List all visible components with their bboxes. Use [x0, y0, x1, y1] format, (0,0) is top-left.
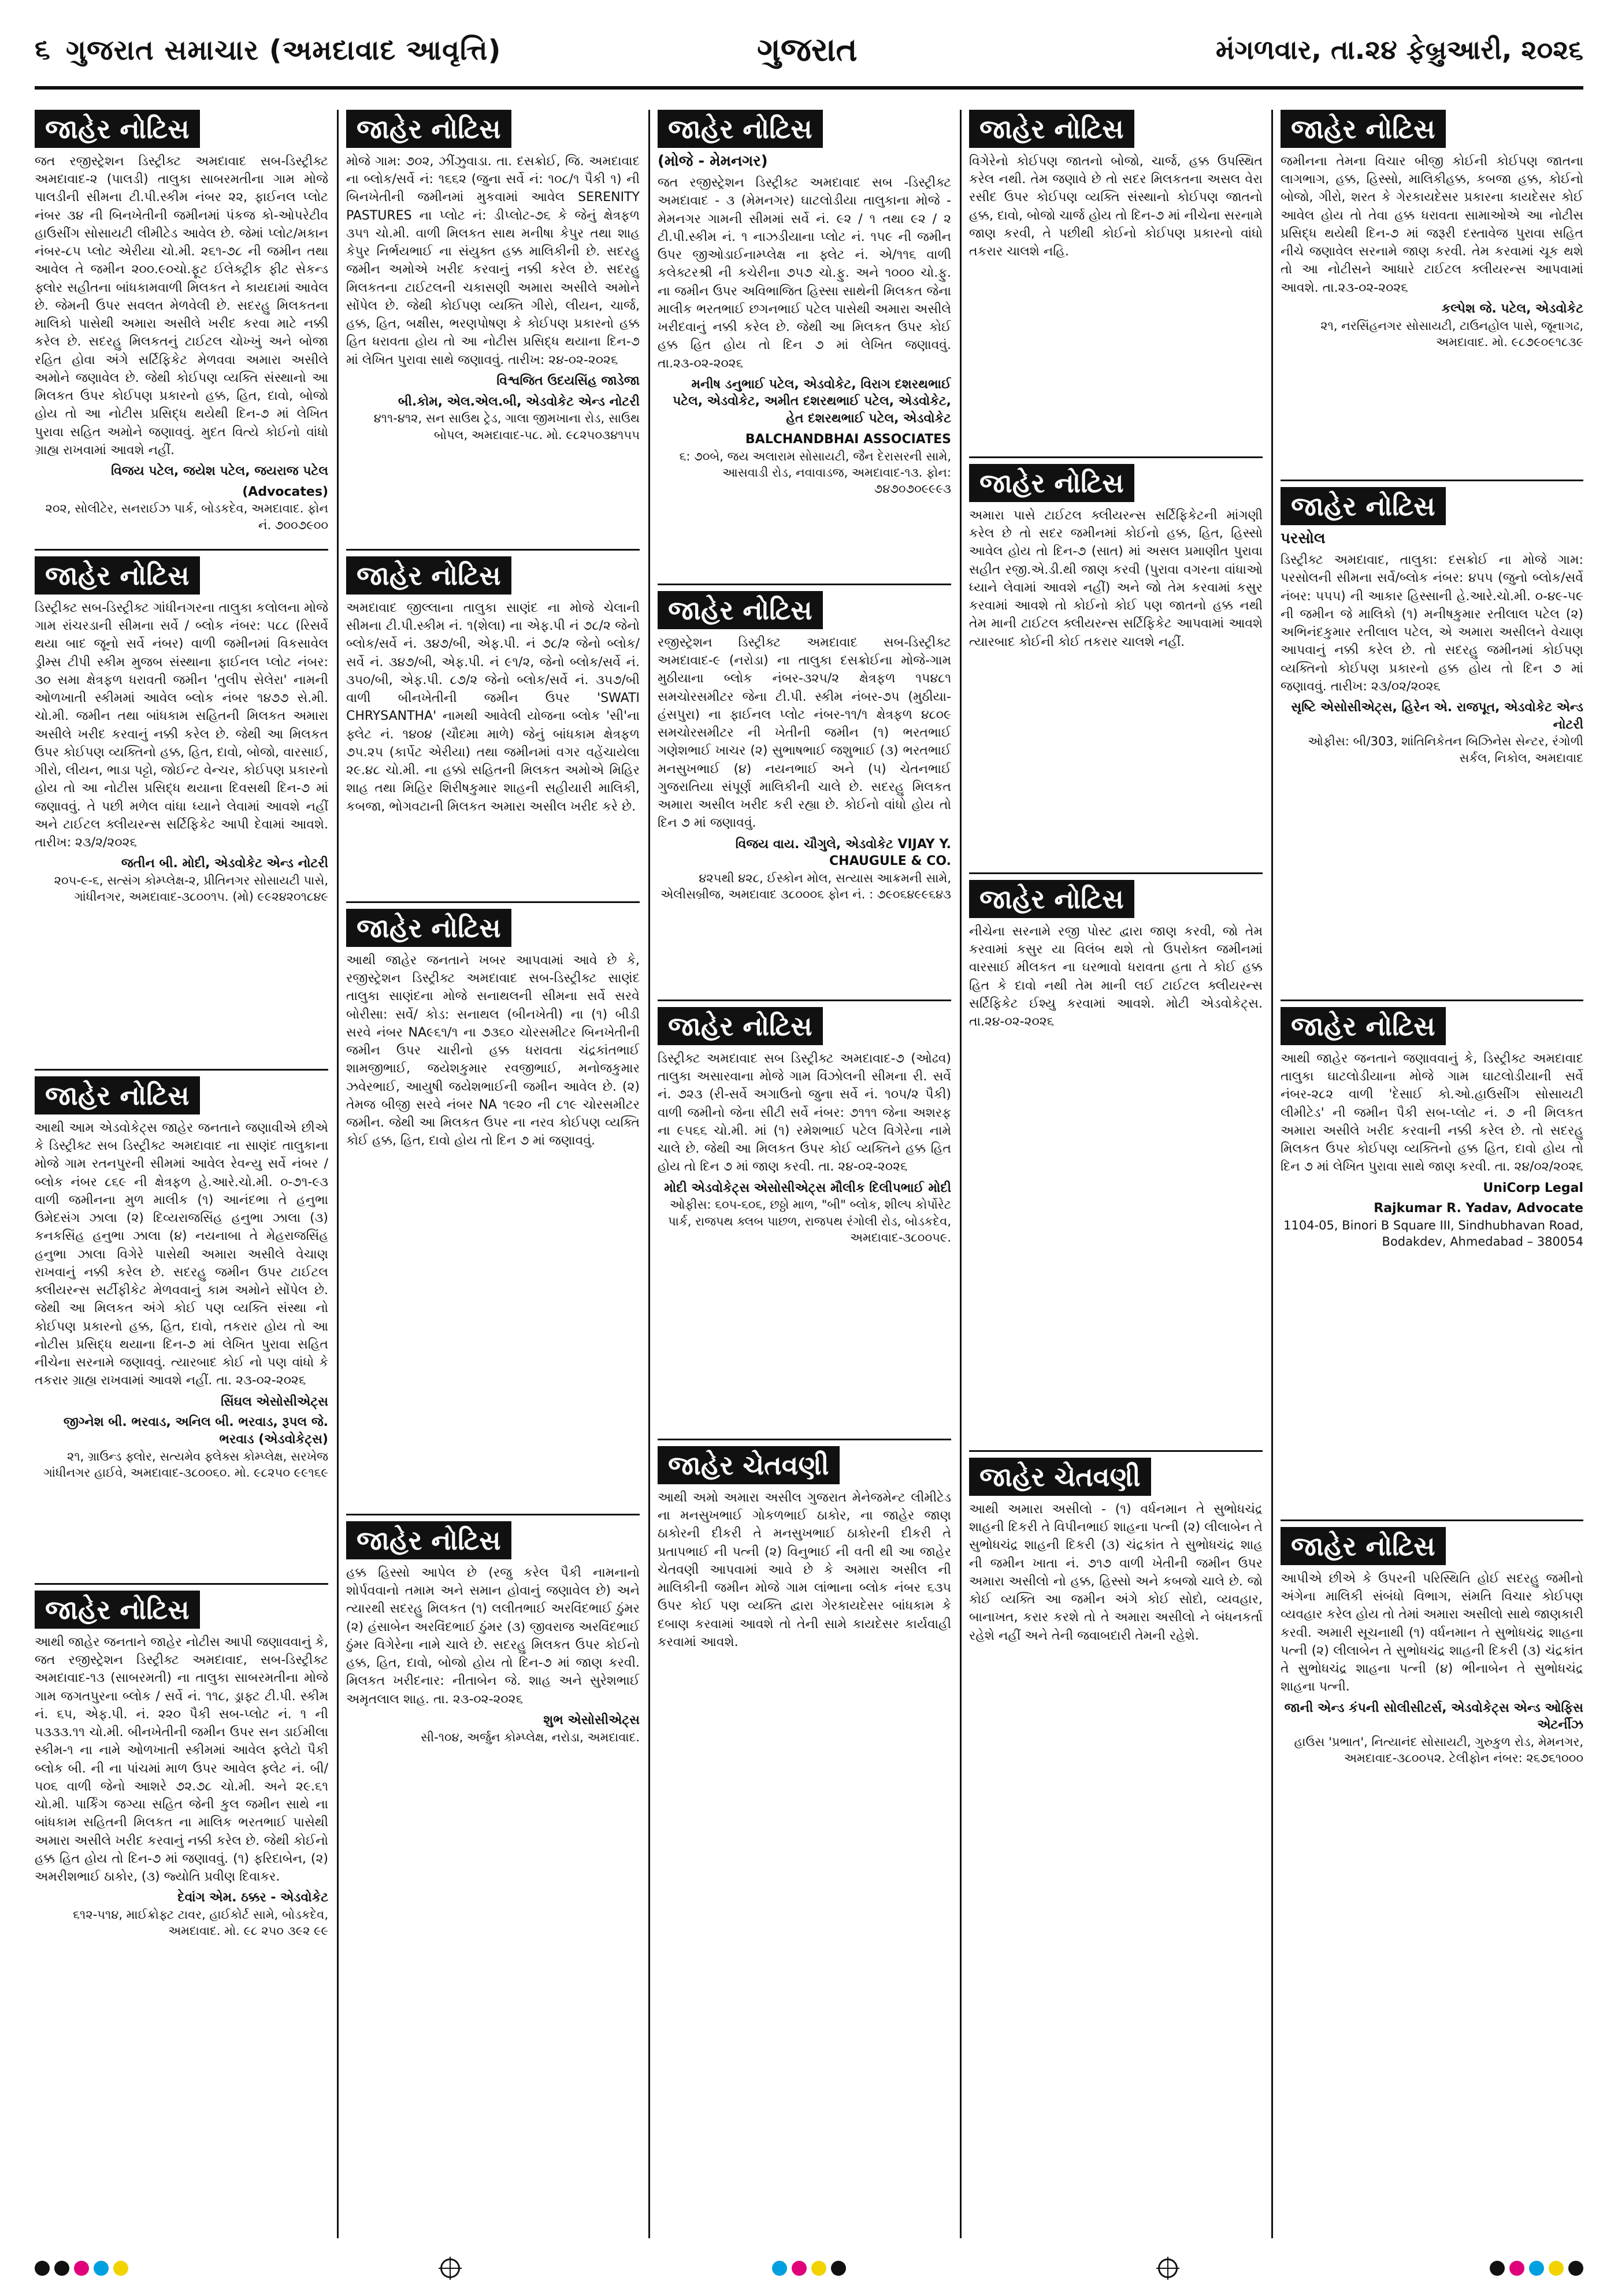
notice-heading: જાહેર નોટિસ	[346, 556, 511, 595]
notice-address: ૨૦૨, સોલીટેર, સનરાઈઝ પાર્ક, બોડકદેવ, અમદાવાદ. ફોન નં. ૭૦૦૭૯૦૦	[45, 501, 328, 532]
notice-body: જમીનના તેમના વિચાર બીજી કોઈની કોઈપણ જાતના લાગભાગ, હક્ક, હિસ્સો, માલિકીહક્ક, કબજા હક્ક, કોઈનો બોજો, ગીરો, શરત કે ગેરકાયદેસર પ્રકારના કાયદેસર કોઈ આવેલ હોય તો તેવા હક્ક ધરાવતા સામાઓએ આ નોટીસ પ્રસિદ્ધ થયેથી દિન-૭ માં જરૂરી દસ્તાવેજ પુરાવા સહિત નીચે જણાવેલ સરનામે જાણ કરવી. તેમ કરવામાં ચૂક થશે તો આ નોટીસને આધારે ટાઈટલ ક્લીયરન્સ આપવામાં આવશે. તા.૨૩-૦૨-૨૦૨૬	[1281, 154, 1583, 295]
magenta-dot-icon	[1509, 2261, 1524, 2276]
public-notice	[1281, 1000, 1583, 1519]
column-2	[346, 110, 640, 2238]
notice-address: સી-૧૦૪, અર્જુન કોમ્પ્લેક્ષ, નરોડા, અમદાવાદ.	[421, 1730, 640, 1744]
public-notice	[35, 1583, 328, 2219]
public-notice	[1281, 1519, 1583, 2213]
black-dot-icon	[35, 2261, 50, 2276]
public-notice	[346, 901, 640, 1514]
column-3	[658, 110, 951, 2238]
notice-body: નીચેના સરનામે રજી પોસ્ટ દ્વારા જાણ કરવી, જો તેમ કરવામાં કસુર યા વિલંબ થશે તો ઉપરોક્ત જમીનમાં વારસાઈ મીલકત ના ઘરભાવો ધરાવતા હતા તે કોઈ હક્ક હિત કે દાવો નથી તેમ માની લઈ ટાઈટલ ક્લીયરન્સ સર્ટિફિકેટ ઈશ્યુ કરવામાં આવશે. મોટી એડવોકેટ્સ. તા.૨૪-૦૨-૨૦૨૬	[969, 924, 1263, 1030]
notice-signatory: શુભ એસોસીએટ્સ	[543, 1712, 640, 1727]
notice-body: આથી જાહેર જનતાને જણાવવાનું કે, ડિસ્ટ્રીક્ટ અમદાવાદ તાલુકા ઘાટલોડીયાના મોજે ગામ ઘાટલોડીયાની સર્વે નંબર-૨૮૨ વાળી 'દેસાઈ કો.ઓ.હાઉસીંગ સોસાયટી લીમીટેડ' ની જમીન પૈકી સબ-પ્લોટ નં. ૭ ની મિલકત અમારા અસીલે ખરીદ કરવાની નક્કી કરેલ છે. તો સદરહુ મિલકત ઉપર કોઈપણ વ્યક્તિનો હક્ક હિત, દાવો હોય તો દિન ૭ માં લેખિત પુરાવા સાથે જાણ કરવી. તા. ૨૪/૦૨/૨૦૨૬	[1281, 1052, 1583, 1175]
black-dot-icon	[54, 2261, 69, 2276]
public-notice	[346, 549, 640, 901]
notice-heading: જાહેર નોટિસ	[35, 110, 200, 148]
black-dot-icon	[831, 2261, 846, 2276]
notice-signatory: કલ્પેશ જે. પટેલ, એડવોકેટ	[1441, 301, 1583, 316]
notice-subheading: (મોજે - મેમનગર)	[658, 153, 768, 170]
yellow-dot-icon	[113, 2261, 128, 2276]
notice-signatory: સૃષ્ટિ એસોસીએટ્સ, હિરેન એ. રાજપૂત, એડવોકેટ એન્ડ નોટરી	[1291, 700, 1583, 732]
notice-address: ઓફીસ: બી/303, શાંતિનિકેતન બિઝિનેસ સેન્ટર, રંગોળી સર્કલ, નિકોલ, અમદાવાદ	[1308, 734, 1583, 765]
notice-address: ૨૦૫-૯-૬, સત્સંગ કોમ્પ્લેક્ષ-૨, પ્રીતિનગર સોસાયટી પાસે, ગાંધીનગર, અમદાવાદ-૩૮૦૦૧૫. (મો) ૯૯૨૪૨૦૧૮૪૯	[54, 873, 328, 904]
notice-heading: જાહેર નોટિસ	[35, 1591, 200, 1629]
page-masthead	[35, 20, 1583, 90]
public-notice	[969, 872, 1263, 1450]
notice-signatory: મોદી એડવોકેટ્સ એસોસીએટ્સ મૌલીક દિલીપભાઈ મોદી	[664, 1180, 951, 1195]
black-dot-icon	[1490, 2261, 1505, 2276]
notice-signatory: દેવાંગ એમ. ઠક્કર - એડવોકેટ	[177, 1890, 328, 1905]
yellow-dot-icon	[1549, 2261, 1564, 2276]
section-title: ગુજરાત	[757, 31, 858, 69]
notice-heading: જાહેર નોટિસ	[1281, 110, 1446, 148]
notice-address: ૬: ૭૦બે, જય અલારામ સોસાયટી, જૈન દેરાસરની સામે, આસવાડી રોડ, નવાવાડજ, અમદાવાદ-૧૩. ફોન: ૭૪૭૦૭૦૯૯૯૩	[679, 449, 951, 496]
notice-heading: જાહેર નોટિસ	[1281, 487, 1446, 525]
notice-body: ડિસ્ટ્રીક્ટ સબ-ડિસ્ટ્રીક્ટ ગાંધીનગરના તાલુકા કલોલના મોજે ગામ રાંચરડાની સીમના સર્વે / બ્લોક નંબર: ૫૮૮ (રિસર્વે થયા બાદ જૂનો સર્વે નંબર) વાળી જમીનમાં વિકસાવેલ ડ્રીમ્સ ટીપી સ્કીમ મુજબ સંસ્થાના ફાઈનલ પ્લોટ નંબર: ૩૦ સમા ક્ષેત્રફળ ધરાવતી જમીન 'તુલીપ સેલેરા' નામની ઓળખાતી સ્કીમમાં આવેલ બ્લોક નંબર ૧૪૭૭ સે.મી. ચો.મી. જમીન તથા બાંધકામ સહિતની મિલકત અમારા અસીલે ખરીદ કરવાનું નક્કી કરેલ છે. જેથી આ મિલકત ઉપર કોઈપણ વ્યક્તિનો હક્ક, હિત, દાવો, બોજો, વારસાઈ, ગીરો, લીયન, ભાડા પટ્ટો, જોઈન્ટ વેન્ચર, કોઈપણ પ્રકારનો હોય તો આ નોટીસ પ્રસિદ્ધ થયાના દિવસથી દિન-૭ માં જણાવવું. તે પછી મળેલ વાંધા ધ્યાને લેવામાં આવશે નહીં અને ટાઈટલ ક્લીયરન્સ સર્ટિફિકેટ આપી દેવામાં આવશે. તારીખ: ૨૩/૨/૨૦૨૬	[35, 601, 328, 850]
public-notice	[346, 1514, 640, 2219]
notice-signatory-role: BALCHANDBHAI ASSOCIATES	[745, 432, 951, 447]
notice-heading: જાહેર નોટિસ	[35, 1076, 200, 1114]
notice-signatory-role: બી.કોમ, એલ.એલ.બી, એડવોકેટ એન્ડ નોટરી	[398, 394, 640, 409]
notice-signatory: સિંઘલ એસોસીએટ્સ	[221, 1394, 328, 1409]
color-dots-left	[35, 2261, 128, 2276]
notice-body: રજીસ્ટ્રેશન ડિસ્ટ્રીક્ટ અમદાવાદ સબ-ડિસ્ટ્રીક્ટ અમદાવાદ-૯ (નરોડા) ના તાલુકા દસક્રોઈના મોજે-ગામ મુઠીયાના બ્લોક નંબર-૩૨૫/૨ ક્ષેત્રફળ ૧૫૪૮૧ સમચોરસમીટર જેના ટી.પી. સ્કીમ નંબર-૭૫ (મુઠીયા-હંસપુરા) ના ફાઈનલ પ્લોટ નંબર-૧૧/૧ ક્ષેત્રફળ ૪૮૦૯ સમચોરસમીટર ની ખેતીની જમીન (૧) ભરતભાઈ ગણેશભાઈ ખાચર (૨) સુભાષભાઈ જશુભાઈ (૩) ભરતભાઈ મનસુખભાઈ (૪) નયનભાઈ અને (૫) ચેતનભાઈ ગુજરાતિયા સંપૂર્ણ માલિકીની ચાલે છે. સદરહુ મિલકત અમારા અસીલ ખરીદ કરી રહ્યા છે. કોઈનો વાંધો હોય તો દિન ૭ માં જણાવવું.	[658, 636, 951, 831]
notice-heading: જાહેર નોટિસ	[346, 110, 511, 148]
notice-heading: જાહેર નોટિસ	[658, 591, 823, 629]
cyan-dot-icon	[94, 2261, 109, 2276]
registration-mark-icon	[440, 2258, 460, 2278]
column-5	[1281, 110, 1583, 2238]
notice-body: ડિસ્ટ્રીક્ટ અમદાવાદ, તાલુકા: દસક્રોઈ ના મોજે ગામ: પરસોલની સીમના સર્વે/બ્લોક નંબર: ૪૫૫ (જુનો બ્લોક/સર્વે નંબર: ૫૫૫) ની આકાર હિસ્સાની હે.આરે.ચો.મી. ૦-૪૯-૫૯ ની જમીન જે માલિકો (૧) મનીષકુમાર રતીલાલ પટેલ (૨) અભિનંદકુમાર રતીલાલ પટેલ, એ અમારા અસીલને વેચાણ આપવાનું નક્કી કરેલ છે. તો સદરહુ જમીનમાં કોઈપણ વ્યક્તિનો કોઈપણ પ્રકારનો હક્ક હોય તો દિન ૭ માં જણાવવું. તારીખ: ૨૩/૦૨/૨૦૨૬	[1281, 553, 1583, 694]
notice-signatory: જાની એન્ડ કંપની સોલીસીટર્સ, એડવોકેટ્સ એન્ડ ઓફિસ એટર્નીઝ	[1284, 1700, 1583, 1733]
notice-body: ડિસ્ટ્રીક્ટ અમદાવાદ સબ ડિસ્ટ્રીક્ટ અમદાવાદ-૭ (ઓઢવ) તાલુકા અસારવાના મોજે ગામ વિંઝોલની સીમના રી. સર્વે નં. ૭૨૩ (રી-સર્વે અગાઉનો જુના સર્વે નં. ૧૦૫/૨ પૈકી) વાળી જમીનો જેના સીટી સર્વે નંબર: ૭૧૧૧ જેના અશરફ ના ૯૫૬૬ ચો.મી. માં (૧) રમેશભાઈ પટેલ વિગેરેના નામે ચાલે છે. જેથી આ મિલકત ઉપર કોઈ વ્યક્તિને હક્ક હિત હોય તો દિન ૭ માં જાણ કરવી. તા. ૨૪-૦૨-૨૦૨૬	[658, 1052, 951, 1175]
magenta-dot-icon	[792, 2261, 807, 2276]
public-notice	[35, 549, 328, 1069]
notice-heading: જાહેર નોટિસ	[1281, 1007, 1446, 1045]
public-notice	[35, 1069, 328, 1583]
color-dots-center	[772, 2261, 846, 2276]
notice-address: ૪૨૫થી ૪૨૮, ઈસ્કોન મોલ, સત્યાસ આક્રમની સામે, એલીસબ્રીજ, અમદાવાદ ૩૮૦૦૦૬ ફોન નં. : ૭૯૦૬૪૯૯૬૪૩	[660, 871, 951, 902]
notice-subheading: પરસોલ	[1281, 530, 1326, 547]
cyan-dot-icon	[772, 2261, 787, 2276]
notice-address: હાઉસ 'પ્રભાત', નિત્યાનંદ સોસાયટી, ગુરુકુળ રોડ, મેમનગર, અમદાવાદ-૩૮૦૦૫૨. ટેલીફોન નંબર: ૨૬૭૬૧૦૦૦	[1294, 1735, 1583, 1766]
notice-heading: જાહેર નોટિસ	[658, 110, 823, 148]
notice-body: જત રજીસ્ટ્રેશન ડિસ્ટ્રીક્ટ અમદાવાદ સબ-ડિસ્ટ્રીક્ટ અમદાવાદ-૨ (પાલડી) તાલુકા સાબરમતીના ગામ મોજે પાલડીની સીમના ટી.પી.સ્કીમ નંબર ૨૨, ફાઈનલ પ્લોટ નંબર ૩૪ ની બિનખેતીની જમીનમાં પંકજ કો-ઓપરેટીવ હાઉસીંગ સોસાયટી લીમીટેડ આવેલ છે. જેમાં પ્લોટ/મકાન નંબર-૮૫ પ્લોટ એરીયા ચો.મી. ૨૬૧-૭૮ ની જમીન તથા આવેલ તે જમીન ૨૦૦.૯૦ચો.ફૂટ ઈલેક્ટ્રીક ફીટ સેકન્ડ ફ્લોર સહીતના બાંધકામવાળી મિલકત ને કાયદામાં આવેલ છે. જેમની ઉપર સવલત મેળવેલી છે. સદરહુ મિલકતના માલિકો પાસેથી અમારા અસીલે ખરીદ કરવા માટે નક્કી કરેલ છે. સદરહુ મિલકતનું ટાઈટલ ચોખ્ખું અને બોજા રહિત હોવા અંગે સર્ટિફિકેટ મેળવવા અમારા અસીલે અમોને જણાવેલ છે. જેથી કોઈપણ વ્યક્તિ સંસ્થાનો આ મિલકત ઉપર કોઈપણ પ્રકારનો હક્ક, હિત, દાવો, બોજો હોય તો આ નોટીસ પ્રસિદ્ધ થયેથી દિન-૭ માં લેખિત પુરાવા સહિત અમોને જણાવવું. મુદત વિત્યે કોઈનો વાંધો ગ્રાહ્ય રાખવામાં આવશે નહીં.	[35, 154, 328, 458]
notice-signatory: UniCorp Legal	[1483, 1180, 1583, 1195]
column-4	[969, 110, 1263, 2238]
notice-heading: જાહેર ચેતવણી	[658, 1446, 840, 1484]
notice-body: આથી જાહેર જનતાને ખબર આપવામાં આવે છે કે, રજીસ્ટ્રેશન ડિસ્ટ્રીક્ટ અમદાવાદ સબ-ડિસ્ટ્રીક્ટ સાણંદ તાલુકા સાણંદના મોજે સનાથલની સીમના સર્વે સરવે બોરીસા: સર્વે/ કોડ: સનાથલ (બીનખેતી) ના (૧) બીડી સરવે નંબર NA૯૬૧/૧ ના ૭૩૬૦ ચોરસમીટર બિનખેતીની જમીન ઉપર ચારીનો હક્ક ધરાવતા ચંદ્રકાંતભાઈ શામજીભાઈ, જયેશકુમાર રવજીભાઈ, મનોજકુમાર ઝવેરભાઈ, આયુષી જયેશભાઈની જમીન આવેલ છે. (૨) તેમજ બીજી સરવે નંબર NA ૧૯૨૦ ની ૮૧૯ ચોરસમીટર જમીન. જેથી આ મિલકત ઉપર ના નરવ કોઈપણ વ્યક્તિ કોઈ હક્ક, હિત, દાવો હોય તો દિન ૭ માં જણાવવું.	[346, 953, 640, 1149]
notice-address: ૨૧, ગ્રાઉન્ડ ફ્લોર, સત્યમેવ ફ્લેક્સ કોમ્પ્લેક્ષ, સરખેજ ગાંધીનગર હાઈવે, અમદાવાદ-૩૮૦૦૬૦. મો. ૯૮૨૫૦ ૯૯૧૬૯	[43, 1449, 328, 1480]
public-notice	[969, 110, 1263, 456]
print-color-marks	[35, 2257, 1583, 2280]
public-notice	[1281, 480, 1583, 1000]
notice-body: આથી અમારા અસીલો - (૧) વર્ધનમાન તે સુભોધચંદ્ર શાહની દિકરી તે વિપીનભાઈ શાહના પત્ની (૨) લીલાબેન તે સુભોધચંદ્ર શાહની દિકરી (૩) ચંદ્રકાંત તે સુભોધચંદ્ર શાહ ની જમીન ખાતા નં. ૭૧૭ વાળી ખેતીની જમીન ઉપર અમારા અસીલો નો હક્ક, હિસ્સો અને કબજો ચાલે છે. જો કોઈ વ્યક્તિ આ જમીન અંગે કોઈ સોદો, વ્યવહાર, બાનાખત, કરાર કરશે તો તે અમારા અસીલો ને બંધનકર્તા રહેશે નહીં અને તેની જવાબદારી તેમની રહેશે.	[969, 1502, 1263, 1643]
column-divider	[337, 110, 339, 2238]
notice-signatory-role: (Advocates)	[242, 484, 328, 499]
black-dot-icon	[1568, 2261, 1583, 2276]
public-notice	[658, 1000, 951, 1439]
notice-heading: જાહેર નોટિસ	[346, 909, 511, 947]
notice-heading: જાહેર નોટિસ	[35, 556, 200, 595]
public-notice	[346, 110, 640, 549]
column-divider	[960, 110, 962, 2238]
notice-body: આથી અમો અમારા અસીલ ગુજરાત મેનેજમેન્ટ લીમીટેડ ના મનસુખભાઈ ગોકળભાઈ ઠાકોર, ના જાહેર જાણ ઠાકોરની દીકરી તે મનસુખભાઈ ઠાકોરની દીકરી તે પ્રતાપભાઈ ની પત્ની (૨) વિનુભાઈ ની વતી થી આ જાહેર ચેતવણી આપવામાં આવે છે કે અમારા અસીલ ની માલિકીની જમીન મોજે ગામ લાંભાના બ્લોક નંબર ૬૩૫ ઉપર કોઈ પણ વ્યક્તિ દ્વારા ગેરકાયદેસર બાંધકામ કે દબાણ કરવામાં આવશે તો તેની સામે કાયદેસર કાર્યવાહી કરવામાં આવશે.	[658, 1491, 951, 1649]
notice-heading: જાહેર નોટિસ	[969, 880, 1134, 918]
notice-body: આથી આમ એડવોકેટ્સ જાહેર જનતાને જણાવીએ છીએ કે ડિસ્ટ્રીક્ટ સબ ડિસ્ટ્રીક્ટ અમદાવાદ ના સાણંદ તાલુકાના મોજે ગામ રતનપુરની સીમમાં આવેલ રેવન્યુ સર્વે નંબર / બ્લોક નંબર ૮૬૯ ની ક્ષેત્રફળ હે.આરે.ચો.મી. ૦-૭૧-૯૩ વાળી જમીનના મુળ માલીક (૧) આનંદભા તે હનુભા ઉમેદસંગ ઝાલા (૨) દિવ્યરાજસિંહ હનુભા ઝાલા (૩) કનકસિંહ હનુભા ઝાલા (૪) નયનાબા તે મેહરાજસિંહ હનુભા ઝાલા વિગેરે પાસેથી અમારા અસીલે વેચાણ રાખવાનું નક્કી કરેલ છે. સદરહુ જમીન ઉપર ટાઈટલ ક્લીયરન્સ સર્ટીફીકેટ મેળવવાનું કામ અમોને સોંપેલ છે. જેથી આ મિલકત અંગે કોઈ પણ વ્યક્તિ સંસ્થા નો કોઈપણ પ્રકારનો હક્ક, હિત, દાવો, તકરાર હોય તો આ નોટીસ પ્રસિદ્ધ થયાના દિન-૭ માં લેખિત પુરાવા સહિત નીચેના સરનામે જણાવવું. ત્યારબાદ કોઈ નો પણ વાંધો કે તકરાર ગ્રાહ્ય રાખવામાં આવશે નહીં. તા. ૨૩-૦૨-૨૦૨૬	[35, 1121, 328, 1388]
notice-signatory-role: જીગ્નેશ બી. ભરવાડ, અનિલ બી. ભરવાડ, રૂપલ જે. ભરવાડ (એડવોકેટ્સ)	[63, 1415, 328, 1447]
notice-body: મોજે ગામ: ૭૦૨, ઝીંઝુવાડા. તા. દસક્રોઈ, જિ. અમદાવાદ ના બ્લોક/સર્વે નં: ૧૬૬૨ (જુના સર્વે નં: ૧૦૮/૧ પૈકી ૧) ની બિનખેતીની જમીનમાં મુકવામાં આવેલ SERENITY PASTURES ના પ્લોટ નં: ડીપ્લોટ-૭૬ કે જેનું ક્ષેત્રફળ ૩૫૧ ચો.મી. વાળી મિલકત સાથ મનીષા કેપુર તથા શાહ કેપુર નિર્ભયભાઈ ના સંયુક્ત હક્ક માલિકીની છે. સદરહુ જમીન અમોએ ખરીદ કરવાનું નક્કી કરેલ છે. સદરહુ મિલકતના ટાઈટલની ચકાસણી અમારા અસીલે અમોને સોંપેલ છે. જેથી કોઈપણ વ્યક્તિ ગીરો, લીયન, ચાર્જ, હક્ક, હિત, બક્ષીસ, ભરણપોષણ કે કોઈપણ પ્રકારનો હક્ક હિત ધરાવતા હોય તો આ નોટીસ પ્રસિદ્ધ થયાના દિન-૭ માં લેખિત પુરાવા સાથે જણાવવું. તારીખ: ૨૪-૦૨-૨૦૨૬	[346, 154, 640, 367]
notice-address: ૬૧૨-૫૧૪, માઈક્રોફ્ટ ટાવર, હાઈકોર્ટ સામે, બોડકદેવ, અમદાવાદ. મો. ૯૮ ૨૫૦ ૩૯૨ ૯૯	[73, 1907, 328, 1938]
public-warning	[969, 1450, 1263, 2219]
notice-signatory: વિશ્વજિત ઉદયસિંહ જાડેજા	[496, 373, 640, 388]
notice-heading: જાહેર નોટિસ	[1281, 1527, 1446, 1565]
notice-body: હક્ક હિસ્સો આપેલ છે (રજુ કરેલ પૈકી નામનાનો શોર્પવવાનો તમામ અને સમાન હોવાનું જણાવેલ છે) અને ત્યારથી સદરહુ મિલકત (૧) લલીતભાઈ અરવિંદભાઈ ઠુંમર (૨) હંસાબેન અરવિંદભાઈ ઠુંમર (૩) જીવરાજ અરવિંદભાઈ ઠુંમર વિગેરેના નામે ચાલે છે. સદરહુ મિલકત ઉપર કોઈનો હક્ક, હિત, દાવો, બોજો હોય તો દિન-૭ માં જાણ કરવી. મિલકત ખરીદનાર: નીતાબેન જે. શાહ અને સુરેશભાઈ અમૃતલાલ શાહ. તા. ૨૩-૦૨-૨૦૨૬	[346, 1566, 640, 1707]
notice-address: ૨૧, નરસિંહનગર સોસાયટી, ટાઉનહોલ પાસે, જૂનાગઢ, અમદાવાદ. મો. ૯૮૭૯૦૯૧૮૩૯	[1320, 318, 1583, 349]
public-notice	[658, 110, 951, 584]
color-dots-right	[1490, 2261, 1583, 2276]
notice-signatory-role: Rajkumar R. Yadav, Advocate	[1374, 1201, 1583, 1216]
column-divider	[648, 110, 650, 2238]
notice-heading: જાહેર નોટિસ	[346, 1521, 511, 1559]
public-notice	[658, 584, 951, 1000]
notice-body: આપીએ છીએ કે ઉપરની પરિસ્થિતિ હોઈ સદરહુ જમીનો અંગેના માલિકી સંબંધો વિભાગ, સંમતિ વિચાર કોઈપણ વ્યવહાર કરેલ હોય તો તેમાં અમારા અસીલો સાથે જાણકારી કરવી. અમારી સૂચનાથી (૧) વર્ધનમાન તે સુભોધચંદ્ર શાહના પત્ની (૨) લીલાબેન તે સુભોધચંદ્ર શાહની દિકરી (૩) ચંદ્રકાંત તે સુભોધચંદ્ર શાહના પત્ની (૪) ભીનાબેન તે સુભોધચંદ્ર શાહના પત્ની.	[1281, 1571, 1583, 1695]
magenta-dot-icon	[74, 2261, 89, 2276]
registration-mark-icon	[1158, 2258, 1178, 2278]
notice-heading: જાહેર નોટિસ	[969, 464, 1134, 502]
column-divider	[1271, 110, 1273, 2238]
cyan-dot-icon	[1529, 2261, 1544, 2276]
notice-body: અમારા પાસે ટાઈટલ ક્લીયરન્સ સર્ટિફિકેટની માંગણી કરેલ છે તો સદર જમીનમાં કોઈનો હક્ક, હિત, હિસ્સો આવેલ હોય તો દિન-૭ (સાત) માં અસલ પ્રમાણીત પુરાવા સહીત રજી.એ.ડી.થી જાણ કરવી (પુરાવા વગરના વાંધાઓ ધ્યાને લેવામાં આવશે નહીં) અને જો તેમ કરવામાં કસુર કરવામાં આવશે તો કોઈનો કોઈ પણ જાતનો હક્ક નથી તેમ માની ટાઈટલ ક્લીયરન્સ સર્ટિફિકેટ આપવામાં આવશે ત્યારબાદ કોઈની કોઈ તકરાર ચાલશે નહીં.	[969, 508, 1263, 649]
public-notice	[1281, 110, 1583, 480]
notice-signatory: જતીન બી. મોદી, એડવોકેટ એન્ડ નોટરી	[121, 856, 328, 871]
notice-signatory: વિજય વાય. ચૌગુલે, એડવોકેટ VIJAY Y. CHAUGULE & CO.	[735, 837, 951, 869]
notice-body: અમદાવાદ જીલ્લાના તાલુકા સાણંદ ના મોજે ચેલાની સીમના ટી.પી.સ્કીમ નં. ૧(શેલા) ના એફ.પી નં ૭૮/૨ જેનો બ્લોક/સર્વે નં. ૩૪૭/બી, એફ.પી. નં ૭૮/૨ જેનો બ્લોક/સર્વે નં. ૩૪૭/બી, એફ.પી. નં ૯૧/૨, જેનો બ્લોક/સર્વે નં. ૩૫૦/બી, એફ.પી. ૮૭/૨ જેનો બ્લોક/સર્વે નં. ૩૫૭/બી વાળી બીનખેતીની જમીન ઉપર 'SWATI CHRYSANTHA' નામથી આવેલી યોજના બ્લોક 'સી'ના ફ્લેટ નં. ૧૪૦૪ (ચૌદમા માળે) જેનું બાંધકામ ક્ષેત્રફળ ૭૫.૨૫ (કાર્પેટ એરીયા) તથા જમીનમાં વગર વહેંચાયેલા ૨૯.૪૮ ચો.મી. ના હક્કો સહિતની મિલકત અમોએ મિહિર શાહ તથા મિહિર શિરીષકુમાર શાહની સહીયારી માલિકી, કબજા, ભોગવટાની મિલકત અમારા અસીલ ખરીદ કરે છે.	[346, 601, 640, 814]
yellow-dot-icon	[811, 2261, 826, 2276]
public-notice	[35, 110, 328, 549]
notice-signatory: મનીષ ડનુભાઈ પટેલ, એડવોકેટ, વિરાગ દશરથભાઈ પટેલ, એડવોકેટ, અમીત દશરથભાઈ પટેલ, એડવોકેટ, હેત દશરથભાઈ પટેલ, એડવોકેટ	[673, 377, 951, 426]
notice-heading: જાહેર નોટિસ	[658, 1007, 823, 1045]
notice-address: ઓફીસ: ૬૦૫-૬૦૬, છઠ્ઠો માળ, "બી" બ્લોક, શીલ્પ કોર્પોરેટ પાર્ક, રાજપથ ક્લબ પાછળ, રાજપથ રંગોલી રોડ, બોડકદેવ, અમદાવાદ-૩૮૦૦૫૯.	[668, 1198, 951, 1245]
public-notice	[969, 456, 1263, 872]
notice-signatory: વિજય પટેલ, જયેશ પટેલ, જયરાજ પટેલ	[111, 463, 328, 478]
notice-address: ૪૧૧-૪૧૨, સન સાઉથ ટ્રેડ, ગાલા જીમખાના રોડ, સાઉથ બોપલ, અમદાવાદ-૫૮. મો. ૯૮૨૫૦૩૪૧૫૫	[373, 411, 640, 442]
notice-body: વિગેરેનો કોઈપણ જાતનો બોજો, ચાર્જ, હક્ક ઉપસ્થિત કરેલ નથી. તેમ જણાવે છે તો સદર મિલકતના અસલ વેરા રસીદ ઉપર કોઈપણ વ્યક્તિ સંસ્થાનો કોઈપણ જાતનો હક્ક, દાવો, બોજો ચાર્જ હોય તો દિન-૭ માં નીચેના સરનામે જાણ કરવી, તે પછીથી કોઈનો કોઈપણ પ્રકારનો વાંધો તકરાર ચાલશે નહિ.	[969, 154, 1263, 259]
column-1	[35, 110, 328, 2238]
notice-body: જત રજીસ્ટ્રેશન ડિસ્ટ્રીક્ટ અમદાવાદ સબ -ડિસ્ટ્રીક્ટ અમદાવાદ - ૩ (મેમનગર) ઘાટલોડીયા તાલુકાના મોજે - મેમનગર ગામની સીમમાં સર્વે નં. ૯૨ / ૧ તથા ૯૨ / ૨ ટી.પી.સ્કીમ નં. ૧ નાઝડીયાના પ્લોટ નં. ૧૫૯ ની જમીન ઉપર જીઓડાઈનામ્પ્લેક્ષ ના ફ્લેટ નં. એ/૧૧૬ વાળી કલેક્ટરશ્રી ની કચેરીના ૭૫૭ ચો.ફુ. અને ૧૦૦૦ ચો.ફુ. ના જમીન ઉપર અવિભાજિત હિસ્સા સાથેની મિલકત જેના માલીક ભરતભાઈ છગનભાઈ પટેલ પાસેથી અમારા અસીલે ખરીદવાનું નક્કી કરેલ છે. જેથી આ મિલકત ઉપર કોઈ હક્ક હિત હોય તો દિન ૭ માં લેખિત જણાવવું. તા.૨૩-૦૨-૨૦૨૬	[658, 176, 951, 371]
notice-address: 1104-05, Binori B Square III, Sindhubhavan Road, Bodakdev, Ahmedabad – 380054	[1283, 1218, 1583, 1249]
notice-body: આથી જાહેર જનતાને જાહેર નોટીસ આપી જણાવવાનું કે, જત રજીસ્ટ્રેશન ડિસ્ટ્રીક્ટ અમદાવાદ, સબ-ડિસ્ટ્રીક્ટ અમદાવાદ-૧૩ (સાબરમતી) ના તાલુકા સાબરમતીના મોજે ગામ જગતપુરના બ્લોક / સર્વે નં. ૧૧૮, ડ્રાફ્ટ ટી.પી. સ્કીમ નં. ૬૫, એફ.પી. નં. ૨૨૦ પૈકી સબ-પ્લોટ નં. ૧ ની ૫૩૩૩.૧૧ ચો.મી. બીનખેતીની જમીન ઉપર સન ડાઈમીલા સ્કીમ-૧ ના નામે ઓળખાતી સ્કીમમાં આવેલ ફ્લેટો પૈકી બ્લોક બી. ની ના પાંચમાં માળ ઉપર આવેલ ફ્લેટ નં. બી/૫૦૬ વાળી જેનો આશરે ૭૨.૭૮ ચો.મી. અને ૨૯.૬૧ ચો.મી. પાર્કિંગ જગ્યા સહિત જેની કુલ જમીન સાથે ના બાંધકામ સહિતની મિલકત ના માલિક ભરતભાઈ પાસેથી અમારા અસીલે ખરીદ કરવાનું નક્કી કરેલ છે. જેથી કોઈનો હક્ક હિત હોય તો દિન-૭ માં જણાવવું. (૧) ફરિદાબેન, (૨) અમરીશભાઈ ઠાકોર, (૩) જ્યોતિ પ્રવીણ દિવાકર.	[35, 1635, 328, 1885]
issue-date: મંગળવાર, તા.૨૪ ફેબ્રુઆરી, ૨૦૨૬	[1215, 34, 1583, 65]
public-warning	[658, 1439, 951, 2219]
paper-name: ગુજરાત સમાચાર (અમદાવાદ આવૃત્તિ)	[66, 34, 502, 66]
page-number: ૬	[35, 33, 50, 65]
notice-heading: જાહેર ચેતવણી	[969, 1458, 1151, 1496]
notice-heading: જાહેર નોટિસ	[969, 110, 1134, 148]
